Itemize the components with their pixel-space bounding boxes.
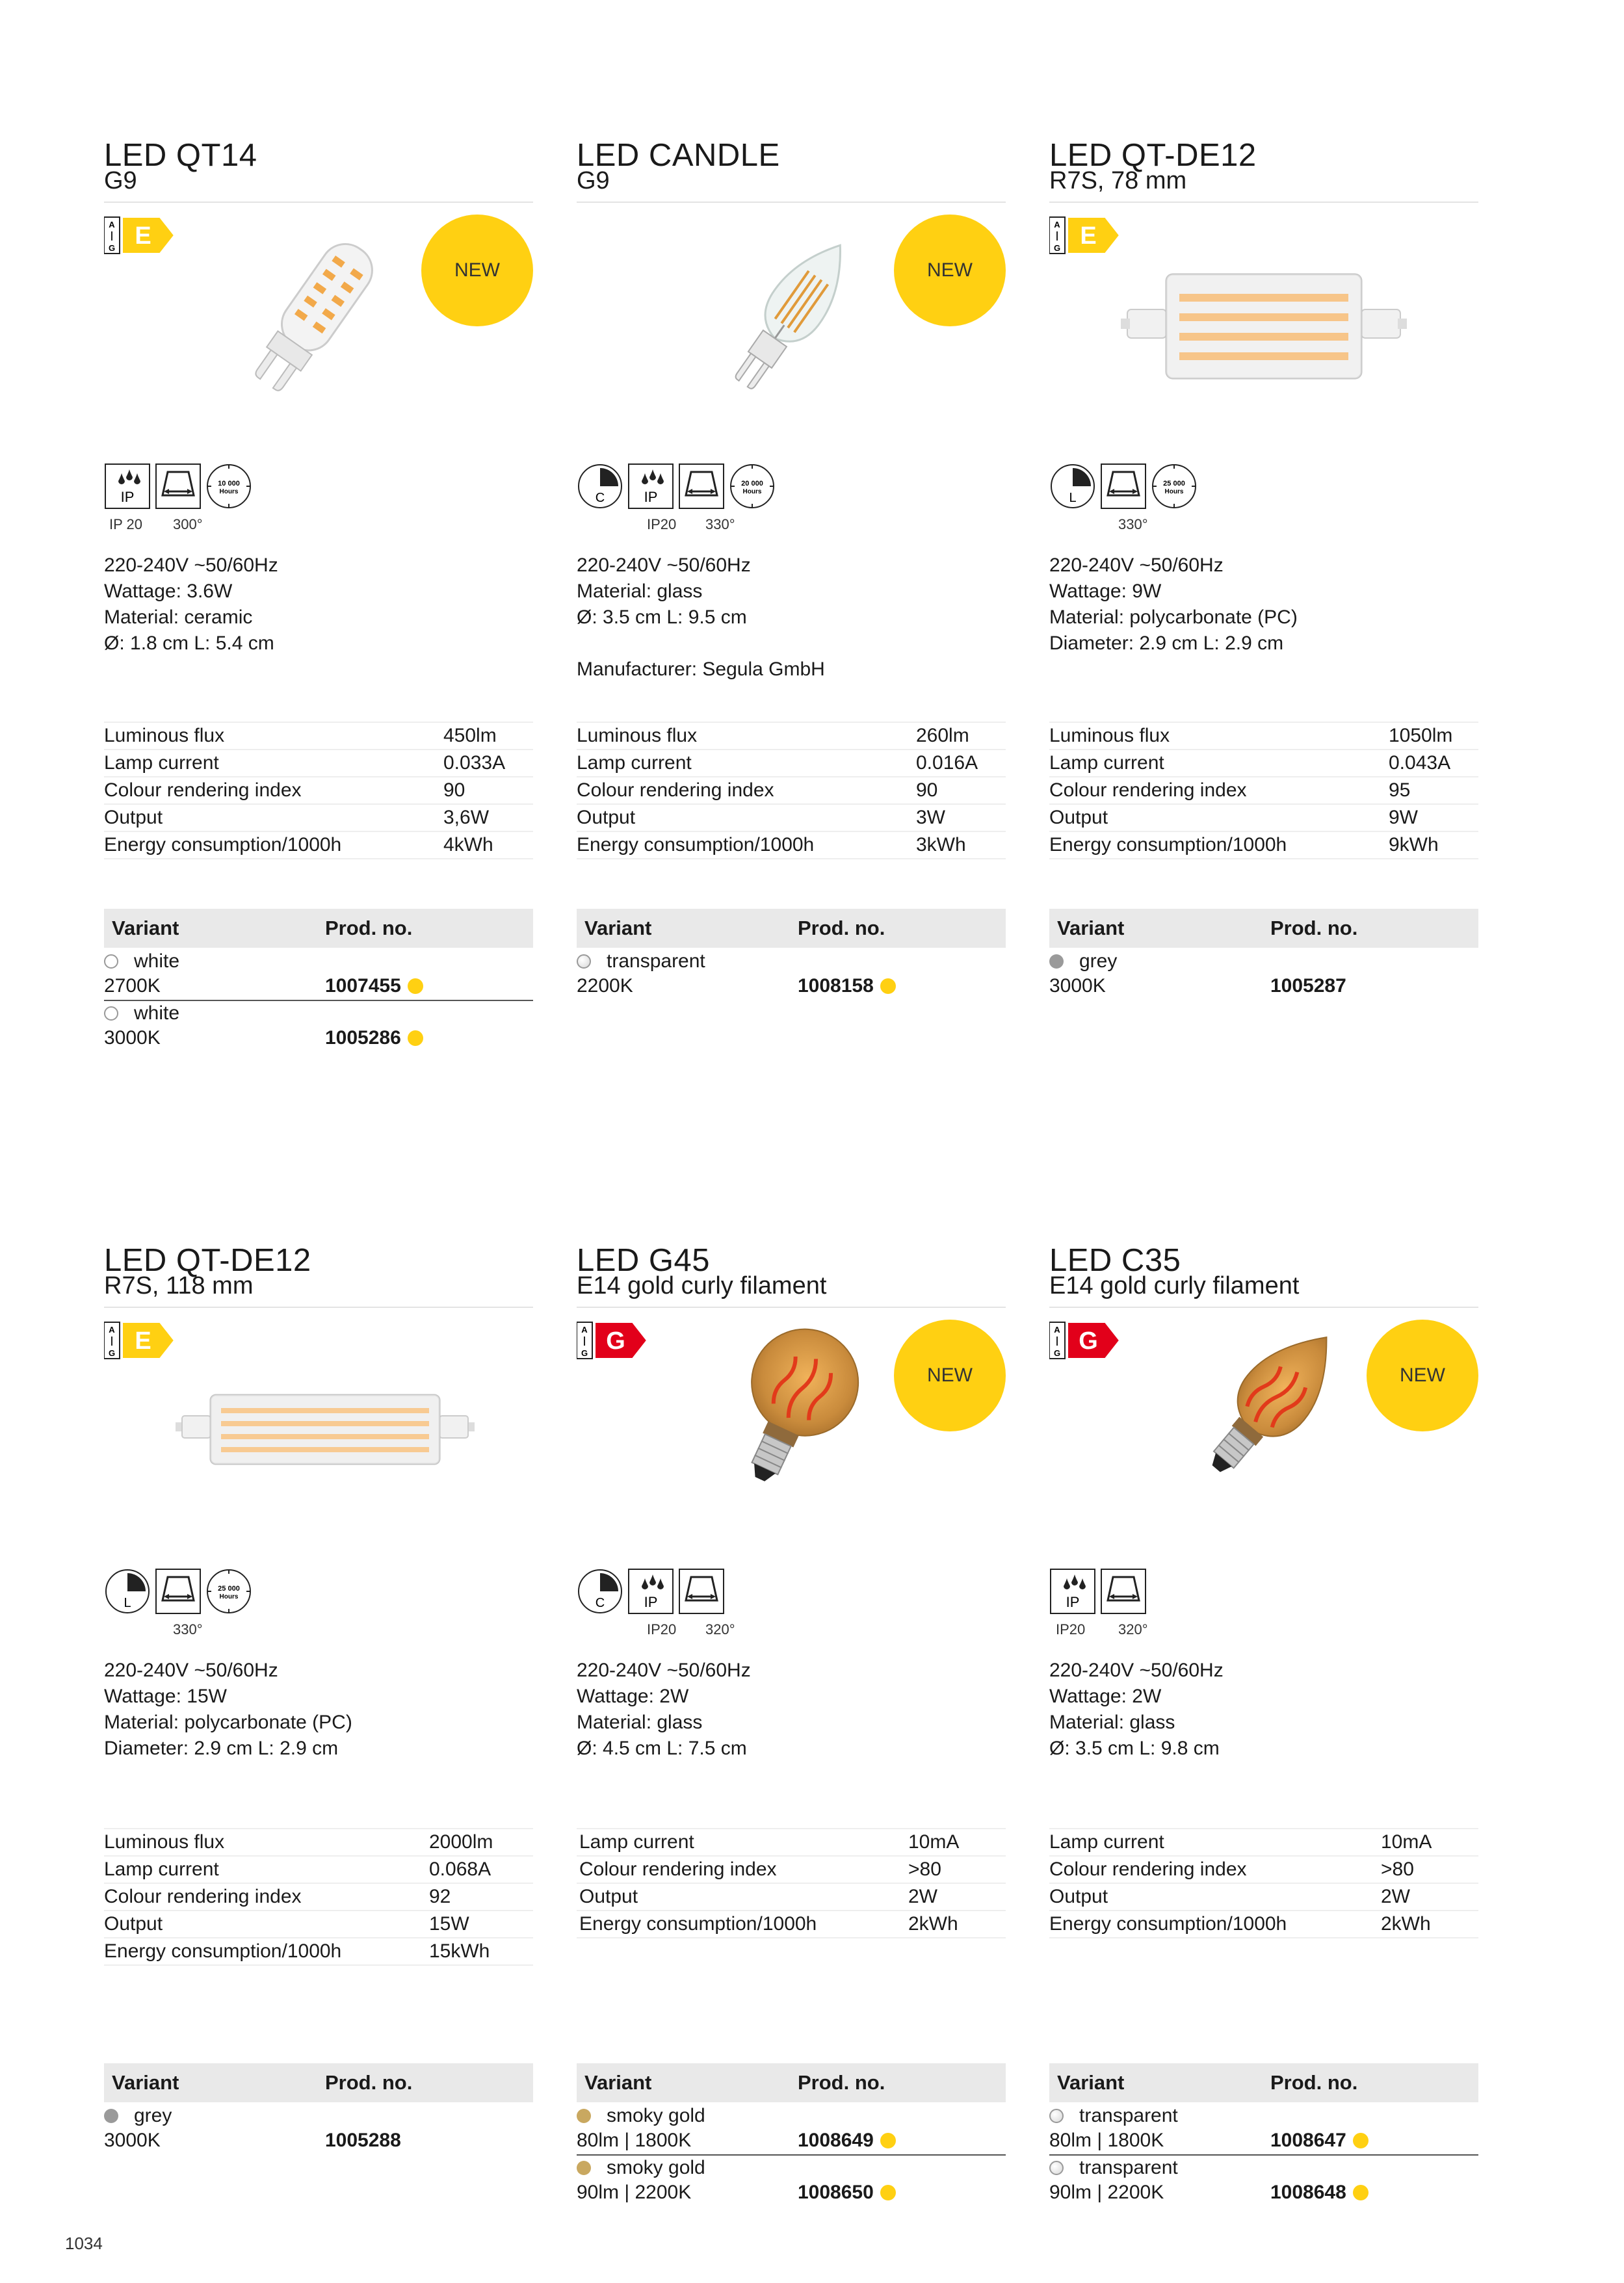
dimmer-type-letter: C <box>595 491 605 505</box>
table-row <box>1049 1883 1478 1911</box>
lifetime-hours-unit: Hours <box>1164 488 1184 495</box>
table-row <box>577 1829 1006 1856</box>
variant-row[interactable] <box>104 948 533 1001</box>
table-row <box>577 777 1006 804</box>
table-row <box>1049 1911 1478 1938</box>
product-title: LED G45 <box>577 1243 711 1278</box>
spec-list <box>104 553 278 657</box>
product-number[interactable]: 1008649 <box>798 2130 874 2151</box>
tech-value: 3,6W <box>443 804 533 831</box>
energy-class-text: G <box>1079 1327 1098 1355</box>
tech-label: Lamp current <box>577 1829 908 1856</box>
product-number[interactable]: 1008158 <box>798 975 874 997</box>
swatch-transparent-icon <box>1049 2161 1064 2175</box>
swatch-white-icon <box>104 1006 118 1021</box>
dimmable-icon <box>1049 463 1096 510</box>
lifetime-hours-value: 10 000 <box>218 480 240 488</box>
table-row <box>1049 1829 1478 1856</box>
spec-voltage: 220-240V ~50/60Hz <box>104 554 278 576</box>
spec-material: Material: glass <box>577 581 703 602</box>
prod-no-header: Prod. no. <box>325 2071 413 2094</box>
product-image-g9-candle <box>707 222 869 417</box>
ip-caption: IP20 <box>1056 1621 1086 1637</box>
technical-data-table <box>104 722 533 859</box>
lifetime-icon <box>205 1568 252 1615</box>
tech-value: 9W <box>1389 804 1478 831</box>
swatch-grey-icon <box>1049 954 1064 969</box>
tech-label: Lamp current <box>104 750 443 777</box>
variant-table-header <box>577 2063 1006 2102</box>
spec-voltage: 220-240V ~50/60Hz <box>577 554 751 576</box>
table-row <box>104 750 533 777</box>
swatch-grey-icon <box>104 2109 118 2123</box>
spec-wattage: Wattage: 15W <box>104 1686 227 1707</box>
spec-voltage: 220-240V ~50/60Hz <box>1049 554 1224 576</box>
availability-icon <box>408 978 423 994</box>
tech-value: 9kWh <box>1389 831 1478 859</box>
energy-label-icon <box>1049 215 1121 256</box>
variant-name: smoky gold <box>607 2105 705 2126</box>
tech-label: Colour rendering index <box>1049 777 1389 804</box>
availability-icon <box>1353 2185 1369 2200</box>
product-number[interactable]: 1008648 <box>1270 2182 1346 2203</box>
tech-value: 260lm <box>916 722 1006 750</box>
variant-detail: 2200K <box>577 975 633 997</box>
product-number[interactable]: 1007455 <box>325 975 401 997</box>
table-row <box>104 831 533 859</box>
prod-no-header: Prod. no. <box>1270 917 1358 939</box>
beam-caption: 300° <box>173 516 203 532</box>
table-row <box>1049 750 1478 777</box>
product-subtitle: R7S, 78 mm <box>1049 167 1187 194</box>
spec-wattage: Wattage: 9W <box>1049 581 1162 602</box>
table-row <box>1049 831 1478 859</box>
product-title: LED QT14 <box>104 138 257 173</box>
variant-header: Variant <box>584 2071 652 2094</box>
tech-label: Energy consumption/1000h <box>577 831 916 859</box>
product-subtitle: G9 <box>104 167 137 194</box>
variant-row[interactable] <box>1049 948 1478 1000</box>
beam-caption: 320° <box>705 1621 735 1637</box>
divider <box>104 1307 533 1308</box>
variant-table-header <box>104 909 533 948</box>
prod-no-header: Prod. no. <box>325 917 413 939</box>
dimmer-type-letter: C <box>595 1596 605 1610</box>
spec-material: Material: polycarbonate (PC) <box>104 1712 352 1733</box>
product-image-g9-capsule <box>228 221 397 416</box>
tech-value: 2000lm <box>429 1829 533 1856</box>
svg-text:G: G <box>108 243 116 253</box>
tech-label: Colour rendering index <box>104 777 443 804</box>
prod-no-header: Prod. no. <box>798 917 885 939</box>
variant-row[interactable] <box>577 2102 1006 2156</box>
table-row <box>1049 722 1478 750</box>
variant-row[interactable] <box>1049 2102 1478 2156</box>
variant-name: smoky gold <box>607 2157 705 2178</box>
variant-name: transparent <box>607 950 705 972</box>
tech-label: Output <box>104 804 443 831</box>
table-row <box>577 722 1006 750</box>
product-title: LED CANDLE <box>577 138 780 173</box>
svg-text:IP: IP <box>644 1594 658 1610</box>
tech-value: 2kWh <box>908 1911 1006 1938</box>
feature-icons <box>577 463 776 515</box>
beam-caption: 330° <box>705 516 735 532</box>
tech-label: Luminous flux <box>577 722 916 750</box>
tech-value: >80 <box>1381 1856 1478 1883</box>
variant-header: Variant <box>1057 2071 1125 2094</box>
ip-caption: IP20 <box>647 516 677 532</box>
variant-row[interactable] <box>577 948 1006 1000</box>
feature-icons <box>104 1568 252 1620</box>
technical-data-table <box>577 1828 1006 1938</box>
variant-name: white <box>134 950 180 972</box>
spec-list <box>104 1658 352 1762</box>
table-row <box>104 777 533 804</box>
tech-label: Colour rendering index <box>577 777 916 804</box>
table-row <box>577 804 1006 831</box>
variant-row[interactable] <box>1049 2154 1478 2206</box>
table-row <box>1049 804 1478 831</box>
variant-detail: 80lm | 1800K <box>1049 2130 1164 2151</box>
product-image-r7s-78mm <box>1121 268 1407 398</box>
new-badge: NEW <box>894 215 1006 326</box>
variant-detail: 90lm | 2200K <box>1049 2182 1164 2203</box>
energy-label-icon <box>104 215 176 256</box>
tech-label: Energy consumption/1000h <box>1049 1911 1381 1938</box>
variant-row[interactable] <box>104 1000 533 1052</box>
table-row <box>577 1883 1006 1911</box>
tech-label: Output <box>1049 804 1389 831</box>
spec-dimensions: Ø: 4.5 cm L: 7.5 cm <box>577 1738 747 1759</box>
table-row <box>1049 1856 1478 1883</box>
dimmable-icon <box>104 1568 151 1615</box>
ip-caption: IP20 <box>647 1621 677 1637</box>
beam-caption: 330° <box>1118 516 1148 532</box>
product-number[interactable]: 1005286 <box>325 1027 401 1049</box>
ip-rating-icon <box>627 1568 674 1615</box>
energy-label-icon <box>577 1320 648 1361</box>
variant-table-header <box>1049 2063 1478 2102</box>
variant-name: transparent <box>1079 2105 1178 2126</box>
svg-text:IP: IP <box>1066 1594 1080 1610</box>
new-badge: NEW <box>894 1320 1006 1431</box>
spec-voltage: 220-240V ~50/60Hz <box>104 1660 278 1681</box>
svg-text:G: G <box>108 1348 116 1358</box>
lifetime-hours-unit: Hours <box>219 1593 239 1600</box>
dimmer-type-letter: L <box>1069 491 1077 505</box>
svg-text:A: A <box>109 1325 115 1335</box>
product-subtitle: R7S, 118 mm <box>104 1272 254 1299</box>
product-image-c35-gold <box>1179 1314 1348 1509</box>
divider <box>577 1307 1006 1308</box>
ip-rating-icon <box>627 463 674 510</box>
tech-label: Lamp current <box>577 750 916 777</box>
beam-angle-icon <box>678 463 725 510</box>
ip-rating-icon <box>104 463 151 510</box>
spec-wattage: Wattage: 2W <box>1049 1686 1162 1707</box>
spec-list <box>1049 1658 1224 1762</box>
spec-blank <box>577 631 825 657</box>
variant-name: white <box>134 1002 180 1024</box>
beam-angle-icon <box>678 1568 725 1615</box>
tech-value: 0.068A <box>429 1856 533 1883</box>
variant-detail: 3000K <box>1049 975 1106 997</box>
tech-value: 95 <box>1389 777 1478 804</box>
svg-text:A: A <box>581 1325 588 1335</box>
tech-value: 2W <box>908 1883 1006 1911</box>
svg-text:G: G <box>581 1348 588 1358</box>
tech-label: Lamp current <box>1049 1829 1381 1856</box>
feature-icons <box>1049 1568 1147 1620</box>
variant-table-header <box>104 2063 533 2102</box>
product-subtitle: E14 gold curly filament <box>577 1272 827 1299</box>
tech-value: 450lm <box>443 722 533 750</box>
tech-value: 0.043A <box>1389 750 1478 777</box>
divider <box>577 202 1006 203</box>
availability-icon <box>880 2185 896 2200</box>
tech-label: Energy consumption/1000h <box>104 831 443 859</box>
technical-data-table <box>577 722 1006 859</box>
divider <box>104 202 533 203</box>
table-row <box>1049 777 1478 804</box>
lifetime-hours-value: 25 000 <box>1163 480 1185 488</box>
tech-value: 3W <box>916 804 1006 831</box>
table-row <box>577 831 1006 859</box>
variant-row[interactable] <box>577 2154 1006 2206</box>
divider <box>1049 1307 1478 1308</box>
availability-icon <box>408 1030 423 1046</box>
tech-label: Output <box>577 804 916 831</box>
tech-value: >80 <box>908 1856 1006 1883</box>
energy-class-text: E <box>135 222 151 250</box>
energy-class-text: E <box>135 1327 151 1355</box>
feature-icons <box>104 463 252 515</box>
svg-text:IP: IP <box>120 489 135 505</box>
technical-data-table <box>1049 1828 1478 1938</box>
spec-dimensions: Diameter: 2.9 cm L: 2.9 cm <box>104 1738 339 1759</box>
spec-material: Material: ceramic <box>104 607 253 628</box>
lifetime-hours-value: 25 000 <box>218 1585 240 1593</box>
product-title: LED C35 <box>1049 1243 1181 1278</box>
feature-icons <box>577 1568 725 1620</box>
prod-no-header: Prod. no. <box>798 2071 885 2094</box>
beam-angle-icon <box>1100 1568 1147 1615</box>
swatch-transparent-icon <box>577 954 591 969</box>
product-image-g45-gold <box>707 1314 876 1509</box>
variant-header: Variant <box>112 917 179 939</box>
swatch-transparent-icon <box>1049 2109 1064 2123</box>
spec-manufacturer: Manufacturer: Segula GmbH <box>577 659 825 680</box>
table-row <box>104 1911 533 1938</box>
swatch-white-icon <box>104 954 118 969</box>
divider <box>1049 202 1478 203</box>
prod-no-header: Prod. no. <box>1270 2071 1358 2094</box>
tech-value: 0.033A <box>443 750 533 777</box>
lifetime-icon <box>729 463 776 510</box>
spec-list <box>577 553 825 683</box>
product-image-r7s-118mm <box>176 1386 475 1477</box>
variant-name: transparent <box>1079 2157 1178 2178</box>
table-row <box>104 804 533 831</box>
spec-material: Material: glass <box>1049 1712 1175 1733</box>
energy-class-text: G <box>606 1327 625 1355</box>
availability-icon <box>1353 2133 1369 2148</box>
lifetime-hours-unit: Hours <box>219 488 239 495</box>
variant-table-header <box>1049 909 1478 948</box>
energy-label-icon <box>1049 1320 1121 1361</box>
table-row <box>104 1856 533 1883</box>
new-badge: NEW <box>1367 1320 1478 1431</box>
tech-label: Colour rendering index <box>577 1856 908 1883</box>
tech-label: Output <box>577 1883 908 1911</box>
tech-value: 10mA <box>1381 1829 1478 1856</box>
variant-name: grey <box>1079 950 1118 972</box>
variant-detail: 80lm | 1800K <box>577 2130 692 2151</box>
spec-dimensions: Diameter: 2.9 cm L: 2.9 cm <box>1049 633 1284 654</box>
product-card-led-c35 <box>1049 1243 1478 2283</box>
spec-wattage: Wattage: 2W <box>577 1686 689 1707</box>
feature-icons <box>1049 463 1198 515</box>
technical-data-table <box>104 1828 533 1966</box>
svg-text:G: G <box>1053 1348 1061 1358</box>
tech-value: 3kWh <box>916 831 1006 859</box>
spec-dimensions: Ø: 3.5 cm L: 9.5 cm <box>577 607 747 628</box>
variant-detail: 3000K <box>104 1027 161 1049</box>
variant-header: Variant <box>1057 917 1125 939</box>
dimmable-icon <box>577 1568 623 1615</box>
tech-label: Output <box>1049 1883 1381 1911</box>
energy-label-icon <box>104 1320 176 1361</box>
spec-dimensions: Ø: 1.8 cm L: 5.4 cm <box>104 633 274 654</box>
lifetime-hours-unit: Hours <box>742 488 762 495</box>
dimmable-icon <box>577 463 623 510</box>
tech-value: 90 <box>443 777 533 804</box>
page-number: 1034 <box>65 2234 103 2253</box>
tech-value: 4kWh <box>443 831 533 859</box>
technical-data-table <box>1049 722 1478 859</box>
svg-text:A: A <box>1054 1325 1060 1335</box>
beam-caption: 330° <box>173 1621 203 1637</box>
tech-value: 90 <box>916 777 1006 804</box>
product-title: LED QT-DE12 <box>1049 138 1257 173</box>
tech-label: Energy consumption/1000h <box>104 1938 429 1965</box>
product-card-led-qt-de12-78 <box>1049 138 1478 1178</box>
variant-table-header <box>577 909 1006 948</box>
swatch-smoky-gold-icon <box>577 2161 591 2175</box>
product-subtitle: G9 <box>577 167 610 194</box>
table-row <box>577 750 1006 777</box>
variant-header: Variant <box>112 2071 179 2094</box>
tech-value: 15kWh <box>429 1938 533 1965</box>
tech-label: Colour rendering index <box>104 1883 429 1911</box>
product-card-led-qt14 <box>104 138 533 1178</box>
tech-label: Energy consumption/1000h <box>1049 831 1389 859</box>
tech-label: Luminous flux <box>104 722 443 750</box>
variant-row[interactable] <box>104 2102 533 2154</box>
ip-caption: IP 20 <box>109 516 142 532</box>
tech-label: Luminous flux <box>1049 722 1389 750</box>
tech-label: Colour rendering index <box>1049 1856 1381 1883</box>
product-number[interactable]: 1008647 <box>1270 2130 1346 2151</box>
product-title: LED QT-DE12 <box>104 1243 311 1278</box>
table-row <box>104 1829 533 1856</box>
product-number[interactable]: 1005288 <box>325 2130 401 2151</box>
lifetime-icon <box>205 463 252 510</box>
spec-dimensions: Ø: 3.5 cm L: 9.8 cm <box>1049 1738 1220 1759</box>
tech-label: Output <box>104 1911 429 1938</box>
svg-text:G: G <box>1053 243 1061 253</box>
tech-label: Lamp current <box>104 1856 429 1883</box>
tech-value: 10mA <box>908 1829 1006 1856</box>
product-number[interactable]: 1008650 <box>798 2182 874 2203</box>
tech-value: 15W <box>429 1911 533 1938</box>
tech-value: 92 <box>429 1883 533 1911</box>
beam-angle-icon <box>1100 463 1147 510</box>
spec-material: Material: glass <box>577 1712 703 1733</box>
beam-caption: 320° <box>1118 1621 1148 1637</box>
spec-material: Material: polycarbonate (PC) <box>1049 607 1298 628</box>
svg-text:A: A <box>1054 220 1060 229</box>
spec-list <box>1049 553 1298 657</box>
new-badge: NEW <box>421 215 533 326</box>
product-subtitle: E14 gold curly filament <box>1049 1272 1300 1299</box>
tech-value: 1050lm <box>1389 722 1478 750</box>
spec-voltage: 220-240V ~50/60Hz <box>577 1660 751 1681</box>
product-number[interactable]: 1005287 <box>1270 975 1346 997</box>
ip-rating-icon <box>1049 1568 1096 1615</box>
table-row <box>104 1938 533 1965</box>
lifetime-icon <box>1151 463 1198 510</box>
swatch-smoky-gold-icon <box>577 2109 591 2123</box>
svg-text:IP: IP <box>644 489 658 505</box>
product-card-led-candle <box>577 138 1006 1178</box>
table-row <box>104 1883 533 1911</box>
variant-detail: 2700K <box>104 975 161 997</box>
table-row <box>104 722 533 750</box>
beam-angle-icon <box>155 463 202 510</box>
availability-icon <box>880 978 896 994</box>
dimmer-type-letter: L <box>124 1596 131 1610</box>
table-row <box>577 1911 1006 1938</box>
lifetime-hours-value: 20 000 <box>741 480 763 488</box>
product-card-led-g45 <box>577 1243 1006 2283</box>
beam-angle-icon <box>155 1568 202 1615</box>
variant-detail: 90lm | 2200K <box>577 2182 692 2203</box>
table-row <box>577 1856 1006 1883</box>
tech-value: 2W <box>1381 1883 1478 1911</box>
variant-header: Variant <box>584 917 652 939</box>
variant-name: grey <box>134 2105 172 2126</box>
tech-label: Energy consumption/1000h <box>577 1911 908 1938</box>
variant-detail: 3000K <box>104 2130 161 2151</box>
tech-label: Luminous flux <box>104 1829 429 1856</box>
energy-class-text: E <box>1080 222 1097 250</box>
product-card-led-qt-de12-118 <box>104 1243 533 2283</box>
spec-voltage: 220-240V ~50/60Hz <box>1049 1660 1224 1681</box>
tech-value: 0.016A <box>916 750 1006 777</box>
spec-wattage: Wattage: 3.6W <box>104 581 233 602</box>
tech-value: 2kWh <box>1381 1911 1478 1938</box>
spec-list <box>577 1658 751 1762</box>
svg-text:A: A <box>109 220 115 229</box>
availability-icon <box>880 2133 896 2148</box>
tech-label: Lamp current <box>1049 750 1389 777</box>
